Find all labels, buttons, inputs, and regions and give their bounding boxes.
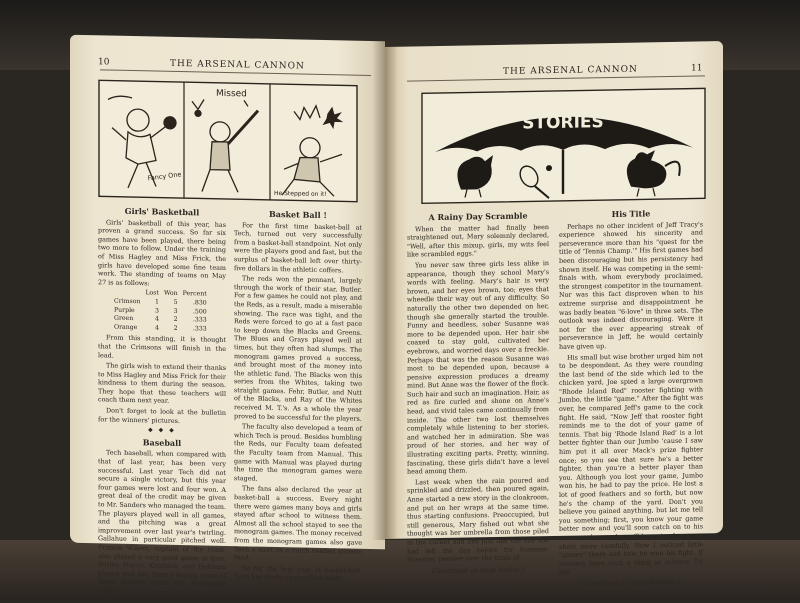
girls-basketball-heading: Girls' Basketball xyxy=(124,205,200,218)
team-lost: 1 xyxy=(155,298,159,306)
page-number-left: 10 xyxy=(98,57,110,68)
comic-label-fancy-one: Fancy One xyxy=(147,170,182,183)
team-won: 2 xyxy=(173,315,178,324)
standings-header: Percent xyxy=(182,290,207,298)
standings-table xyxy=(114,289,212,334)
team-lost: 3 xyxy=(155,307,159,315)
team-percent: .333 xyxy=(192,316,207,324)
girls-basketball-para-2: From this standing, it is thought that the Crimsons will finish in the lead. xyxy=(98,333,226,360)
standings-row xyxy=(114,323,212,334)
book-gutter-shadow xyxy=(372,40,398,540)
standings-header: Won xyxy=(163,290,178,298)
basket-ball-para-1: For the first time basket-ball at Tech, turned out very successfully from a basket-ball standpoint. Not only were the players good and fast, but the surplus of basket-ball left over thirty-five dollars in the athletic coffers. xyxy=(234,220,362,274)
basket-ball-para-5: So for the first year at basket-ball, Tech has made an excellent start. xyxy=(234,564,362,583)
his-title-para-1: Perhaps no other incident of Jeff Tracy's experience showed his sincerity and perseverance more than his "quest for the title of 'Tennis Champ.'" His first games had been discouraging but his persistency had shown itself. He was competing in the semi-finals with, whom everybody proclaimed, the strongest competitor in the tournament. Nor was this fact disproven when to his extreme surprise and disappointment he was badly beaten "6-love" in three sets. The outlook was indeed discouraging. Were it not for the ever appearing streak of perseverance in Jeff, he would certainly have given up. xyxy=(559,219,703,351)
his-title-heading: His Title xyxy=(611,208,651,219)
comic-label-stepped: He Stepped on it! xyxy=(274,189,327,199)
team-percent: .830 xyxy=(192,299,207,307)
rainy-day-para-1: When the matter had finally been straightened out, Mary solemnly declared, "Well, after this mixup, girls, my wits feel like scrambled eggs." xyxy=(407,222,549,259)
left-page xyxy=(70,35,385,595)
baseball-comic-illustration xyxy=(98,79,358,202)
stories-banner-title: STORIES xyxy=(522,112,604,134)
team-name: Orange xyxy=(114,323,138,331)
his-title-para-2: His small but wise brother urged him not to be despondent. As they were rounding the last bend of the side which led to the chicken yard, Joe spied a large overgrown "Rhode Island Red" rooster fighting with Jumbo, the little "game." After the fight was over, he compared Jeff's game to the cock fight. He said, "Now Jeff that rooster fight reminds me to the dot of your game of tennis. That big 'Rhode Island Red' is a lot better fighter than our Jumbo 'cause I saw him put it all over Mack's prize fighter once; so you see that sure he's a better fighter, than you're a better player than you. Although you lost your game, Jumbo won his, he had to pay the price. He lost a lot of good feathers and so forth, but now he's the champ of the yard. Don't you believe you gained anything, but let me tell you something; first, you know your game better now and you'll soon catch on to his serve, and second, you'll learn to place your shots more carefully. Now I noticed little "games" there and how he won his fight. If roosters have such a thing as science, I'd say xyxy=(559,350,703,577)
team-lost: 4 xyxy=(155,324,159,332)
team-won: 5 xyxy=(173,298,178,306)
girls-basketball-para-3: The girls wish to extend their thanks to Miss Hagley and Miss Frick for their kindness to them during the season. They hope that these teachers will coach them next year. xyxy=(98,361,226,406)
team-percent: .333 xyxy=(192,324,207,333)
team-percent: .500 xyxy=(192,307,207,316)
rainy-day-heading: A Rainy Day Scramble xyxy=(428,210,528,223)
rainy-day-continued-note: (Continued on page twelve.) xyxy=(431,565,525,575)
header-rule-right xyxy=(407,75,705,81)
team-name: Purple xyxy=(114,306,135,314)
header-rule-left xyxy=(100,69,371,76)
team-lost: 4 xyxy=(155,315,159,323)
his-title-continued-note: (Continued on page thirteen.) xyxy=(581,577,681,588)
running-header-left: THE ARSENAL CANNON xyxy=(170,58,305,72)
left-column-1 xyxy=(98,203,226,599)
basket-ball-para-4: The fans also declared the year at basket-ball a success. Every night there were games many boys and girls stayed after school to witness them. Almost all the school stayed to see the monogram games. The money received from the monogram games also gave Tech a start on a much needed athletic fund. xyxy=(234,484,362,562)
stories-banner-illustration xyxy=(421,87,706,204)
basket-ball-heading: Basket Ball ! xyxy=(269,208,327,221)
rainy-day-para-2: You never saw three girls less alike in appearance, though they school Mary's words with feeling. Mary's hair is very brown, and her eyes brown, too; eyes that wheedle their way out of any difficulty. So naturally the other two depended on her, though she generally started the trouble. Funny and heedless, sober Susanne was more to be depended upon. Her hair she coaxed to stay gold, cultivated her eyebrows, and worried days over a freckle. Perhaps that was the reason Susanne was most to be depended upon, because a pensive expression produces a dreamy mind. But Anne was the flower of the flock. Such hair and such an imagination. Hair, as red as fire curled and shone on Anne's head, and vivid tales came continually from inside. The other two lost themselves completely while listening to her stories, and watched her in admiration. She was proud of her stories, and her way of illustrating exciting parts. Pretty, winning, fascinating, these girls didn't have a level head among them. xyxy=(407,259,549,476)
girls-basketball-para-1: Girls' basketball of this year, has proven a grand success. So far six games have been played, there being two more to follow. Under the training of Miss Hagley and Miss Frick, the girls have developed some fine team work. The standing of teams on May 27 is as follows: xyxy=(98,218,226,288)
baseball-para-1: Tech baseball, when compared with that of last year, has been very successful. Last year Tech did not secure a single victory, but this year four games were lost and four won. A great deal of the credit may be given to Mr. Sanders who managed the team. The players played well in all games, and the pitching was a great improvement over last year's twirling. Gallahue in particular pitched well. Francis Wilson, captain of the team, also played a very good game at first. Butler, Harris, Kimmick, and Heitkam played well too. Here's hoping some of these players make the monogram team. xyxy=(98,448,226,595)
left-column-2 xyxy=(234,206,362,586)
standings-header: Lost xyxy=(145,289,159,297)
right-page xyxy=(385,41,723,588)
team-won: 3 xyxy=(173,307,178,315)
rainy-day-para-3: Last week when the rain poured and sprinkled and drizzled, then poured again, Anne started a new story in the cloakroom, and put on her wraps at the same time, thus starting confusions. Preoccupied, but still generous, Mary fished out what she thought was her umbrella from those piled in the corner and one just like the one she had left the day before for Susanne. Susanne, pensive over the trials of xyxy=(407,475,549,564)
comic-label-missed: Missed xyxy=(216,88,247,100)
running-header-right: THE ARSENAL CANNON xyxy=(503,64,638,77)
girls-basketball-para-4: Don't forget to look at the bulletin for the winners' pictures. xyxy=(98,406,226,425)
baseball-heading: Baseball xyxy=(142,437,182,448)
team-name: Green xyxy=(114,314,134,323)
basket-ball-para-3: The faculty also developed a team of which Tech is proud. Besides humbling the Reds, our Faculty team defeated the Faculty team from Manual. This game with Manual was played during the time the monogram games were staged. xyxy=(234,422,362,483)
right-column-1 xyxy=(407,208,549,576)
section-divider: ◆ ◆ ◆ xyxy=(148,426,176,435)
team-won: 2 xyxy=(173,324,178,332)
page-number-right: 11 xyxy=(691,63,703,74)
basket-ball-para-2: The reds won the pennant, largely through the work of their star, Butler. For a few games he could not play, and the Reds, as a result, made a miserable showing. The race was tight, and the Reds were forced to go at a fast pace to keep down the Blacks and Greens. The Blues and Grays played well at times, but they often had slumps. The monogram games proved a success, and brought most of the money into the athletic fund. The Blacks won this series from the Whites, taking two straight games. Fehr, Butler, and Nutt of the Blacks, and Ray of the Whites received M. T.'s. As a whole the year proved to be successful for the players. xyxy=(234,274,362,423)
right-column-2 xyxy=(559,205,703,588)
team-name: Crimson xyxy=(114,297,141,306)
